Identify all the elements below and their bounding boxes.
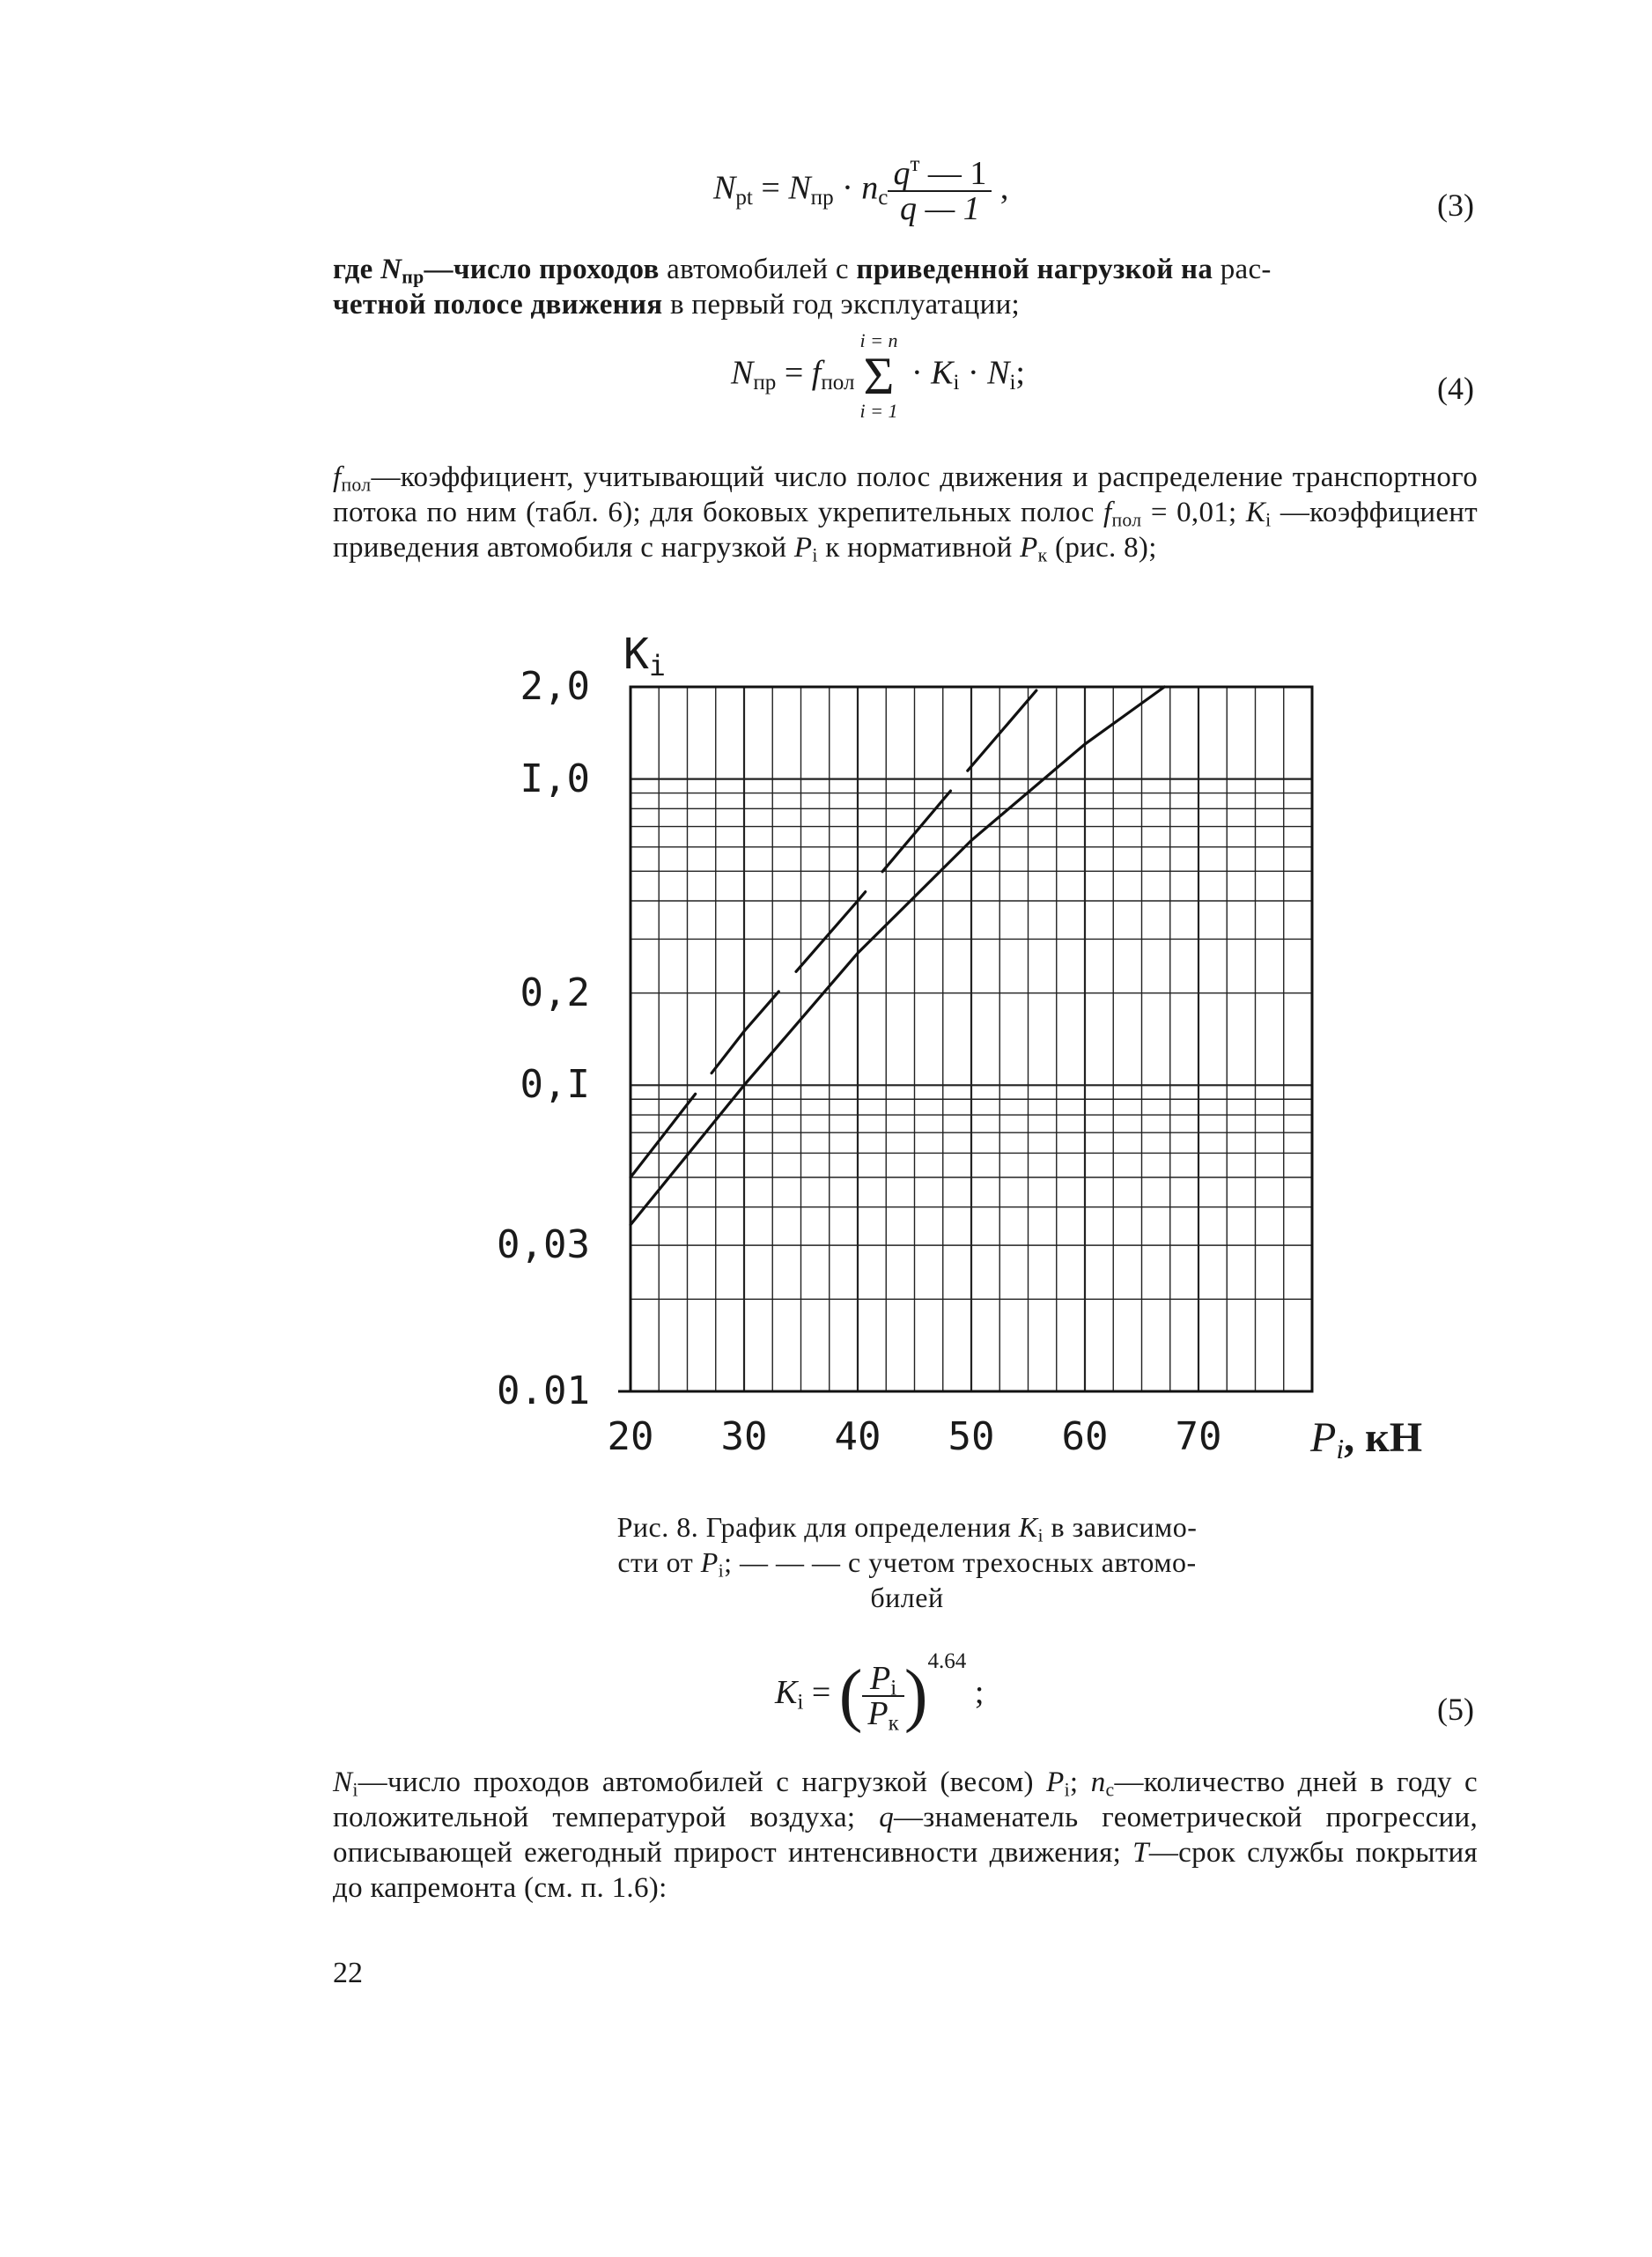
formula-4-n: N: [987, 354, 1010, 392]
formula-3-npr: N: [788, 169, 811, 207]
x-tick-label: 70: [1175, 1414, 1222, 1459]
para1-bold-1: где: [333, 254, 381, 285]
formula-4-f-sub: пол: [821, 370, 855, 395]
equation-number-3: (3): [1437, 188, 1474, 223]
para2-text-2: = 0,01;: [1141, 497, 1246, 528]
para2-k: K: [1245, 497, 1266, 528]
para3-p-sub: i: [1064, 1779, 1070, 1801]
para3-p: P: [1046, 1767, 1065, 1798]
para1-text-1: автомобилей с: [659, 254, 857, 285]
formula-5-lhs: K: [775, 1674, 798, 1712]
formula-5-den-sub: к: [888, 1710, 899, 1735]
formula-3-nc: n: [861, 169, 879, 207]
caption-k-sub: i: [1037, 1524, 1044, 1546]
formula-3-dot: ·: [833, 169, 862, 207]
caption-line1-a: Рис. 8. График для определения: [616, 1511, 1019, 1543]
para3-nc: n: [1090, 1767, 1106, 1798]
equation-number-5: (5): [1437, 1692, 1474, 1727]
formula-5-denominator: [862, 1694, 903, 1735]
formula-4: [731, 330, 1025, 422]
formula-4-tail: ;: [1015, 354, 1025, 392]
para2-text-4: к нормативной: [817, 532, 1021, 564]
right-paren: ): [903, 1656, 928, 1734]
y-tick-label: 2,0: [520, 664, 590, 709]
para3-text-1: —число проходов автомобилей с нагрузкой (весом): [358, 1767, 1047, 1798]
figure-caption: [493, 1509, 1321, 1615]
y-tick-label: 0,03: [497, 1222, 590, 1268]
formula-3-numerator: [888, 151, 992, 192]
para3-text-3: —количество дней в году с положительной температурой воздуха;: [333, 1767, 1478, 1833]
caption-k: K: [1018, 1511, 1038, 1543]
formula-4-k: K: [931, 354, 954, 392]
formula-3-nc-sub: с: [878, 185, 889, 210]
para3-text-4: —знаменатель геометрической прогрессии, описывающей ежегодный прирост интенсивности движения;: [333, 1802, 1478, 1869]
formula-3-npr-sub: пр: [810, 185, 834, 210]
formula-5-num-p: P: [870, 1659, 891, 1697]
caption-line2-a: сти от: [617, 1546, 701, 1578]
formula-5-tail: ;: [966, 1674, 985, 1712]
formula-5-equals: =: [803, 1674, 839, 1712]
x-tick-label: 40: [834, 1414, 881, 1459]
y-tick-label: 0,I: [520, 1062, 590, 1108]
para2-text-3: —коэффициент приведения автомобиля с нагрузкой: [333, 497, 1478, 564]
para1-bold-3: приведенной нагрузкой на: [856, 254, 1213, 285]
series-line-dashed: [631, 687, 1039, 1177]
paragraph-1: [333, 252, 1478, 322]
formula-5-numerator: [862, 1659, 903, 1700]
para3-nc-sub: с: [1105, 1779, 1115, 1801]
formula-4-equals: =: [776, 354, 812, 392]
formula-4-dot-2: ·: [959, 354, 988, 392]
formula-3-equals: =: [752, 169, 789, 207]
formula-4-sum: [859, 330, 897, 422]
para3-T: T: [1132, 1837, 1149, 1869]
para1-text-2: рас-: [1213, 254, 1272, 285]
paragraph-2: [333, 460, 1478, 565]
x-tick-label: 30: [720, 1414, 768, 1459]
formula-4-lower-limit: i = 1: [859, 400, 898, 422]
y-axis-title-sub: i: [648, 650, 666, 682]
y-tick-label: 0.01: [497, 1368, 590, 1413]
x-tick-label: 50: [948, 1414, 995, 1459]
para2-f2-sub: пол: [1111, 509, 1142, 531]
formula-4-dot-1: ·: [903, 354, 932, 392]
x-axis-unit: , кН: [1344, 1414, 1423, 1461]
para2-text-5: (рис. 8);: [1047, 532, 1157, 564]
y-axis-title-letter: K: [623, 630, 649, 679]
formula-4-f: f: [811, 354, 822, 392]
para3-text-5: —срок службы покрытия до капремонта (см. п. 1.6):: [333, 1837, 1478, 1904]
x-axis-title-sub: i: [1336, 1433, 1345, 1464]
formula-3-num-tail: — 1: [919, 155, 987, 192]
caption-p: P: [700, 1546, 719, 1578]
formula-4-n-sub: i: [1009, 370, 1016, 395]
para2-f-sub: пол: [341, 474, 372, 496]
chart-area: [493, 630, 1479, 1466]
caption-p-sub: i: [718, 1560, 725, 1582]
formula-4-k-sub: i: [953, 370, 960, 395]
para2-pk-sub: к: [1037, 544, 1048, 566]
para2-f: f: [333, 461, 342, 493]
para1-bold-4: четной полосе движения: [333, 289, 663, 321]
left-paren: (: [838, 1656, 863, 1734]
sigma-symbol: Σ: [863, 347, 895, 405]
para2-text-1: —коэффициент, учитывающий число полос движения и распределение транспортного потока по ним (табл. 6); для боковых укрепительных полос: [333, 461, 1478, 528]
formula-3-lhs-sub: pt: [735, 185, 753, 210]
para2-pk: P: [1020, 532, 1038, 564]
x-tick-label: 60: [1061, 1414, 1109, 1459]
formula-5-den-p: P: [867, 1694, 889, 1732]
para2-f2: f: [1103, 497, 1112, 528]
para3-n: N: [333, 1767, 353, 1798]
formula-4-lhs-sub: пр: [753, 370, 777, 395]
formula-3: [713, 151, 1009, 227]
formula-5-fraction: [862, 1659, 903, 1735]
page-number: 22: [333, 1957, 363, 1989]
para1-text-3: в первый год эксплуатации;: [662, 289, 1021, 321]
formula-3-denominator: q — 1: [900, 190, 980, 227]
caption-line2-b: ; — — — с учетом трехосных автомо-: [724, 1546, 1197, 1578]
paragraph-3: [333, 1765, 1478, 1906]
para2-p-sub: i: [812, 544, 818, 566]
formula-4-upper-limit: i = n: [859, 329, 898, 351]
formula-4-lhs: N: [731, 354, 754, 392]
para1-var: N: [380, 254, 402, 285]
caption-line1-b: в зависимо-: [1044, 1511, 1198, 1543]
formula-3-lhs: N: [713, 169, 736, 207]
para1-bold-2: —число проходов: [424, 254, 660, 285]
para2-k-sub: i: [1265, 509, 1272, 531]
equation-number-4: (4): [1437, 371, 1474, 406]
y-tick-label: 0,2: [520, 970, 590, 1015]
x-tick-label: 20: [607, 1414, 654, 1459]
formula-5-exponent: 4.64: [927, 1649, 967, 1674]
para3-n-sub: i: [352, 1779, 358, 1801]
chart-plot: [493, 630, 1479, 1466]
formula-5: [775, 1649, 985, 1736]
formula-5-num-sub: i: [890, 1675, 897, 1700]
caption-line3: билей: [870, 1582, 944, 1613]
formula-3-fraction: [888, 151, 992, 227]
para1-var-sub: пр: [402, 266, 424, 288]
formula-3-tail: ,: [992, 169, 1009, 207]
y-tick-label: I,0: [520, 756, 590, 801]
formula-3-num-sup: т: [910, 151, 920, 176]
para2-p: P: [793, 532, 813, 564]
formula-5-lhs-sub: i: [797, 1690, 804, 1715]
formula-3-num-q: q: [893, 155, 911, 192]
x-axis-title-letter: P: [1310, 1414, 1337, 1461]
para3-q: q: [879, 1802, 894, 1833]
para3-text-2: ;: [1069, 1767, 1091, 1798]
